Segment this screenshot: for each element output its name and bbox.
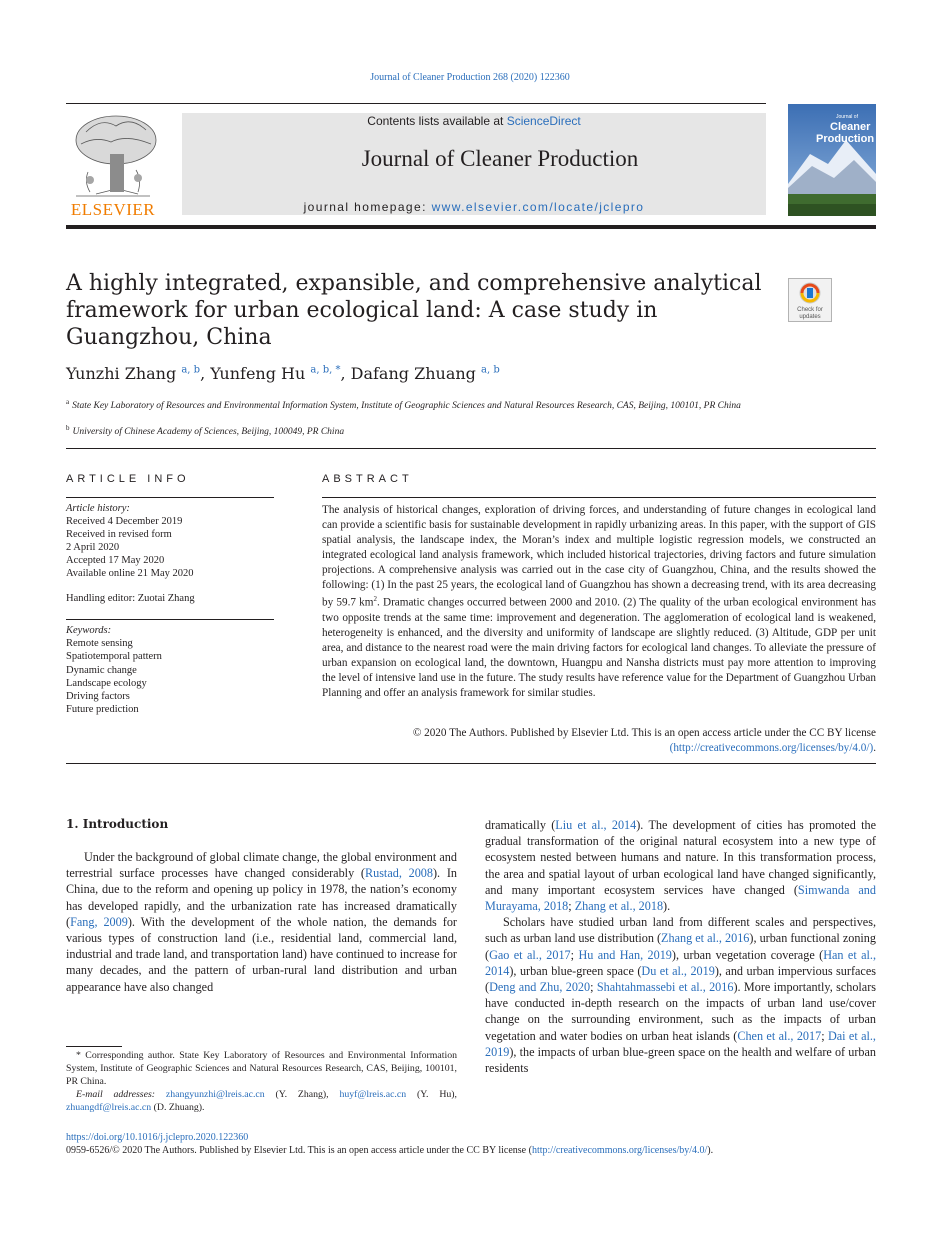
article-info-heading: ARTICLE INFO <box>66 473 190 485</box>
history-item: Received 4 December 2019 <box>66 516 183 527</box>
journal-cover-image <box>788 104 876 216</box>
section-heading-introduction: 1. Introduction <box>66 817 169 831</box>
cover-title-1: Cleaner <box>830 121 871 133</box>
body-column-left <box>66 849 457 995</box>
keyword: Spatiotemporal pattern <box>66 651 162 663</box>
section-rule <box>66 763 876 764</box>
keyword: Future prediction <box>66 704 139 716</box>
check-for-updates-label-1: Check for <box>797 307 823 313</box>
footnote-rule <box>66 1046 122 1047</box>
keywords-rule <box>66 619 274 620</box>
citation-link[interactable]: Zhang et al., 2018 <box>574 899 664 914</box>
author-name: Dafang Zhuang <box>350 364 476 383</box>
email-link[interactable]: huyf@lreis.ac.cn <box>339 1089 407 1100</box>
history-item: Received in revised form <box>66 529 172 540</box>
citation-link[interactable]: Gao et al., 2017 <box>489 947 571 962</box>
history-label: Article history: <box>66 503 130 514</box>
history-item: 2 April 2020 <box>66 542 120 553</box>
doi-link[interactable]: https://doi.org/10.1016/j.jclepro.2020.122360 <box>66 1132 249 1143</box>
citation-link[interactable]: Deng and Zhu, 2020 <box>489 980 591 995</box>
citation-link[interactable]: Dai et al., 2019 <box>485 1028 876 1059</box>
corresponding-author-footnote: * Corresponding author. State Key Laboratory of Resources and Environmental Information System, Institute of Geographic Sciences and Natural Resources Research, CAS, Beijing, 100101, PR China. E-mail addresses: zhangyunzhi@lreis.ac.cn (Y. Zhang), huyf@lreis.ac.cn (Y. Hu), zhuangdf@lreis.ac.cn (D. Zhuang). <box>66 1050 458 1113</box>
keyword: Remote sensing <box>66 638 133 650</box>
check-for-updates-label-2: updates <box>799 314 821 320</box>
citation-link[interactable]: Chen et al., 2017 <box>737 1028 822 1043</box>
sciencedirect-link[interactable]: ScienceDirect <box>506 114 581 128</box>
issn-license-line: 0959-6526/© 2020 The Authors. Published by Elsevier Ltd. This is an open access article under the CC BY license (http://creativecommons.org/licenses/by/4.0/). <box>66 1145 714 1156</box>
body-column-right <box>485 817 876 1076</box>
elsevier-wordmark: ELSEVIER <box>70 200 156 219</box>
abstract-rule <box>322 497 876 498</box>
keywords-label: Keywords: <box>66 625 112 636</box>
paragraph: Under the background of global climate change, the global environment and terrestrial surface processes have changed considerably (Rustad, 2008). In China, due to the reform and opening up policy in 1978, the nation’s economy has developed rapidly, and the urbanization rate has increased dramatically (Fang, 2009). With the development of the whole nation, the demands for various types of construction land (i.e., residential land, commercial land, industrial and trade land, and transportation land) have continued to increase for many decades, and the pattern of urban-rural land distribution and urban appearance have also changed <box>66 850 457 994</box>
elsevier-logo[interactable] <box>66 112 160 219</box>
check-for-updates-icon <box>788 278 832 322</box>
citation-link[interactable]: Simwanda and Murayama, 2018 <box>485 882 876 914</box>
author-affil-marks[interactable]: a, b, * <box>310 364 341 376</box>
citation-link[interactable]: Du et al., 2019 <box>641 963 715 978</box>
paragraph: Scholars have studied urban land from different scales and perspectives, such as urban land use distribution (Zhang et al., 2016), urban functional zoning (Gao et al., 2017; Hu and Han, 2019), urban vegetation coverage (Han et al., 2014), urban blue-green space (Du et al., 2019), and urban impervious surfaces (Deng and Zhu, 2020; Shahtahmassebi et al., 2016). More importantly, scholars have conducted in-depth research on the impacts of urban land use/cover change on the surrounding environment, such as the impacts of urban vegetation and water bodies on urban heat islands (Chen et al., 2017; Dai et al., 2019), the impacts of urban blue-green space on the health and welfare of urban residents <box>485 915 877 1076</box>
keywords-list <box>66 624 276 716</box>
section-rule <box>66 448 876 449</box>
author-affil-marks[interactable]: a, b <box>481 364 500 376</box>
citation-link[interactable]: Fang, 2009 <box>70 914 128 929</box>
affiliation-mark: b <box>66 424 70 432</box>
citation-link[interactable]: Shahtahmassebi et al., 2016 <box>596 980 734 995</box>
journal-citation[interactable]: Journal of Cleaner Production 268 (2020) 122360 <box>370 72 570 83</box>
journal-homepage-link[interactable]: www.elsevier.com/locate/jclepro <box>431 200 645 214</box>
author-list: Yunzhi Zhang $^{a, b}$, Yunfeng Hu $^{a, b, *}$, Dafang Zhuang $^{a, b}$ <box>66 364 500 383</box>
citation-link[interactable]: Zhang et al., 2016 <box>661 931 750 946</box>
author-affil-marks[interactable]: a, b <box>181 364 201 376</box>
affiliation-mark: a <box>66 398 70 406</box>
contents-line: Contents lists available at ScienceDirect <box>367 114 581 128</box>
svg-text:Journal of: Journal of <box>836 114 858 120</box>
affiliation-a: $^a$ State Key Laboratory of Resources and Environmental Information System, Institute of Geographic Sciences and Natural Resources Research, CAS, Beijing, 100101, PR China <box>66 398 741 412</box>
check-for-updates-button[interactable] <box>788 278 832 322</box>
license-link[interactable]: (http://creativecommons.org/licenses/by/4.0/) <box>669 741 874 754</box>
keyword: Landscape ecology <box>66 677 147 689</box>
abstract-license: © 2020 The Authors. Published by Elsevier Ltd. This is an open access article under the CC BY license (http://creativecommons.org/licenses/by/4.0/). <box>412 727 876 754</box>
article-title: A highly integrated, expansible, and comprehensive analytical framework for urban ecological land: A case study in Guangzhou, China <box>66 271 762 350</box>
email-link[interactable]: zhuangdf@lreis.ac.cn <box>66 1102 152 1113</box>
history-item: Accepted 17 May 2020 <box>66 555 165 566</box>
license-link[interactable]: http://creativecommons.org/licenses/by/4.0/ <box>531 1145 708 1156</box>
paragraph: dramatically (Liu et al., 2014). The development of cities has promoted the gradual transformation of the original natural ecosystem into a new type of ecosystem nested between humans and nature. In this transformation process, the area and spatial layout of urban ecological land have changed significantly, and many important ecosystem services have changed (Simwanda and Murayama, 2018; Zhang et al., 2018). <box>485 818 877 914</box>
elsevier-tree-icon <box>66 112 160 198</box>
keyword: Driving factors <box>66 691 130 703</box>
citation-link[interactable]: Hu and Han, 2019 <box>578 947 672 962</box>
header-rule <box>66 103 766 104</box>
handling-editor: Handling editor: Zuotai Zhang <box>66 593 195 604</box>
citation-link[interactable]: Liu et al., 2014 <box>555 818 637 832</box>
header-thick-rule <box>66 225 876 229</box>
keyword: Dynamic change <box>66 664 137 676</box>
journal-homepage-line: journal homepage: www.elsevier.com/locate/jclepro <box>303 200 645 214</box>
email-link[interactable]: zhangyunzhi@lreis.ac.cn <box>165 1089 265 1100</box>
journal-cover-thumbnail[interactable] <box>788 104 876 216</box>
author-name: Yunfeng Hu <box>210 364 306 383</box>
citation-link[interactable]: Han et al., 2014 <box>485 947 877 978</box>
citation-link[interactable]: Rustad, 2008 <box>364 866 433 881</box>
affiliation-b: $^b$ University of Chinese Academy of Sciences, Beijing, 100049, PR China <box>66 424 345 438</box>
article-info-rule <box>66 497 274 498</box>
cover-title-2: Production <box>816 133 875 145</box>
history-item: Available online 21 May 2020 <box>66 568 194 579</box>
abstract-text: The analysis of historical changes, exploration of driving forces, and understanding of future changes in ecological land can provide a scientific basis for sustainable development in rapidly urbanizing areas. In this paper, with the support of GIS spatial analysis, the landscape index, the Moran’s index and multiple logistic regression models, we constructed an integrated ecological land analysis framework, which included historical trajectories, driving factors and future simulation projections. A comprehensive analysis was carried out in the case city of Guangzhou, China, and the results showed the following: (1) In the past 25 years, the ecological land of Guangzhou has shown a decreasing trend, with its area decreasing by 59.7 $km^2$. Dramatic changes occurred between 2000 and 2010. (2) The quality of the urban ecological environment has two opposite trends at the same time: improvement and degeneration. The agglomeration of ecological land is weakened, heterogeneity is enhanced, and the diversity and uniformity of landscape are slightly reduced. (3) Altitude, GDP per unit area, and distance to the nearest road were the main driving factors for ecological land changes. To alleviate the pressure of urban expansion on ecological land, the downtown, Huangpu and Nansha districts must pay more attention to improving the level of intensive land use in the future. The study results have reference value for the Department of Guangzhou Urban Planning and offer an analysis framework for similar studies. <box>322 504 877 699</box>
author-name: Yunzhi Zhang <box>66 364 177 383</box>
journal-name: Journal of Cleaner Production <box>361 146 639 171</box>
article-history <box>66 502 276 580</box>
abstract-heading: ABSTRACT <box>322 473 413 485</box>
